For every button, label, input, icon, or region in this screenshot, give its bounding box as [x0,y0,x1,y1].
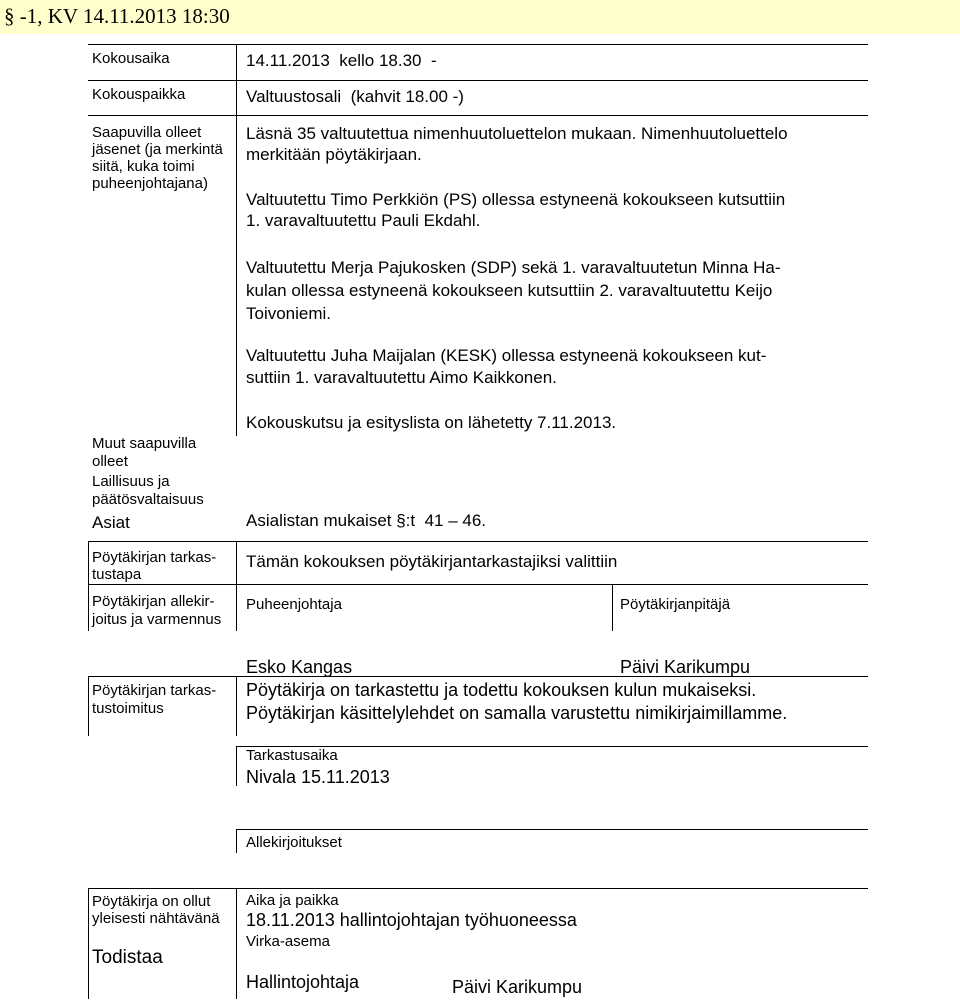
rule-nahtavana [88,888,868,889]
substitute-text-line: 1. varavaltuutettu Pauli Ekdahl. [246,211,481,230]
allekirjoitus-label-line: joitus ja varmennus [92,611,222,628]
rule-nahtavana-mid [236,888,237,999]
rule-tarkastustoimitus-left [88,676,89,736]
signatures-label: Allekirjoitukset [246,834,342,851]
tarkastustapa-label-line: Pöytäkirjan tarkas- [92,549,217,566]
substitute-text-line: Valtuutettu Timo Perkkiön (PS) ollessa estyneenä kokoukseen kutsuttiin [246,190,786,209]
kokouspaikka-label: Kokouspaikka [92,86,186,103]
header-title: § -1, KV 14.11.2013 18:30 [4,4,230,28]
tarkastustapa-label-line: tustapa [92,566,142,583]
rule-tarkastustoimitus-mid [236,676,237,736]
kokousaika-label: Kokousaika [92,50,170,67]
substitute-text-line: Toivoniemi. [246,304,332,323]
secretary-name: Päivi Karikumpu [620,657,751,677]
asiat-value: Asialistan mukaiset §:t 41 – 46. [246,511,487,530]
rule-tarkastustapa-mid [236,541,237,584]
saapuvilla-label-line: jäsenet (ja merkintä [92,141,223,158]
rule-nahtavana-left [88,888,89,999]
rule-allekirjoitukset [236,829,868,830]
chair-title: Puheenjohtaja [246,596,342,613]
kokouspaikka-value: Valtuustosali (kahvit 18.00 -) [246,87,464,106]
allekirjoitus-label-line: Pöytäkirjan allekir- [92,593,215,610]
laillisuus-label-line: päätösvaltaisuus [92,491,204,508]
rule-allekirjoitus [88,584,868,585]
invitation-text-line: Kokouskutsu ja esityslista on lähetetty 7.11.2013. [246,413,617,432]
rule-top [88,44,868,45]
substitute-text-line: suttiin 1. varavaltuutettu Aimo Kaikkonen. [246,368,557,387]
rule-label-column [236,44,237,436]
attendance-text-line: Läsnä 35 valtuutettua nimenhuutoluettelon mukaan. Nimenhuutoluettelo [246,124,788,143]
nahtavana-label-line: yleisesti nähtävänä [92,910,220,927]
role-value: Hallintojohtaja [246,972,360,992]
tarkastustoimitus-label-line: Pöytäkirjan tarkas- [92,682,217,699]
rule-tarkastustoimitus [88,676,868,677]
todistaa-label: Todistaa [92,947,163,968]
rule-tarkastustapa [88,541,868,542]
place-label: Aika ja paikka [246,892,339,909]
signer-name: Päivi Karikumpu [452,977,583,997]
laillisuus-label-line: Laillisuus ja [92,473,170,490]
rule-tarkastustapa-left [88,541,89,584]
kokousaika-value: 14.11.2013 kello 18.30 - [246,51,437,70]
review-text-line: Pöytäkirjan käsittelylehdet on samalla varustettu nimikirjaimillamme. [246,703,788,723]
rule-allekirjoitukset-mid [236,829,237,853]
asiat-label: Asiat [92,513,130,532]
substitute-text-line: Valtuutettu Juha Maijalan (KESK) ollessa estyneenä kokoukseen kut- [246,346,767,365]
saapuvilla-label-line: Saapuvilla olleet [92,124,202,141]
rule-saapuvilla [88,115,868,116]
role-label: Virka-asema [246,933,330,950]
chair-name: Esko Kangas [246,657,353,677]
muut-label-line: olleet [92,453,128,470]
rule-allekirjoitus-right [612,584,613,631]
rule-allekirjoitus-mid [236,584,237,631]
rule-kokouspaikka [88,80,868,81]
place-value: 18.11.2013 hallintojohtajan työhuoneessa [246,910,577,930]
review-time-value: Nivala 15.11.2013 [246,767,390,787]
review-text-line: Pöytäkirja on tarkastettu ja todettu kokouksen kulun mukaiseksi. [246,680,757,700]
review-time-label: Tarkastusaika [246,747,338,764]
saapuvilla-label-line: puheenjohtajana) [92,175,208,192]
muut-label-line: Muut saapuvilla [92,435,197,452]
substitute-text-line: kulan ollessa estyneenä kokoukseen kutsuttiin 2. varavaltuutettu Keijo [246,281,773,300]
saapuvilla-label-line: siitä, kuka toimi [92,158,195,175]
secretary-title: Pöytäkirjanpitäjä [620,596,731,613]
document-header [0,0,960,34]
nahtavana-label-line: Pöytäkirja on ollut [92,893,211,910]
tarkastustoimitus-label-line: tustoimitus [92,700,164,717]
substitute-text-line: Valtuutettu Merja Pajukosken (SDP) sekä 1. varavaltuutetun Minna Ha- [246,258,781,277]
rule-allekirjoitus-left [88,584,89,631]
rule-tarkastusaika-mid [236,746,237,786]
attendance-text-line: merkitään pöytäkirjaan. [246,145,422,164]
tarkastustapa-value: Tämän kokouksen pöytäkirjantarkastajiksi valittiin [246,552,618,571]
